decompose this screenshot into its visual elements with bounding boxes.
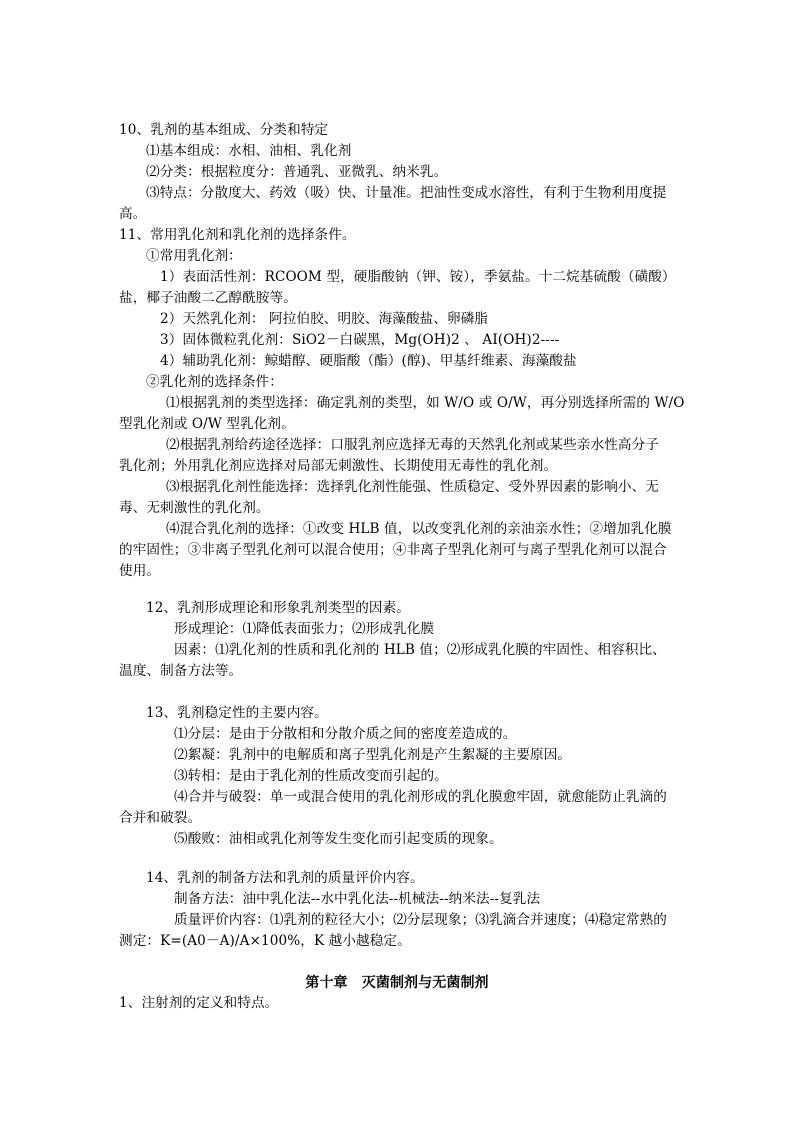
text-line: 1、注射剂的定义和特点。 xyxy=(119,995,279,1011)
text-line: 高。 xyxy=(119,206,147,222)
text-line: 14、乳剂的制备方法和乳剂的质量评价内容。 xyxy=(146,870,424,886)
text-line: ⑶特点：分散度大、药效（吸）快、计量准。把油性变成水溶性，有利于生物利用度提 xyxy=(146,185,667,201)
text-line: 1）表面活性剂：RCOOM 型，硬脂酸钠（钾、铵），季氨盐。十二烷基硫酸（磺酸） xyxy=(160,269,676,285)
text-line: 13、乳剂稳定性的主要内容。 xyxy=(146,705,328,721)
text-line: 因素：⑴乳化剂的性质和乳化剂的 HLB 值；⑵形成乳化膜的牢固性、相容积比、 xyxy=(174,642,666,658)
text-line: 型乳化剂或 O/W 型乳化剂。 xyxy=(119,416,295,432)
text-line: 3）固体微粒乳化剂：SiO2－白碳黑，Mg(OH)2 、 AI(OH)2---- xyxy=(160,332,560,348)
text-line: ⑴基本组成：水相、油相、乳化剂 xyxy=(146,143,352,159)
text-line: 盐，椰子油酸二乙醇酰胺等。 xyxy=(119,290,298,306)
text-line: 质量评价内容：⑴乳剂的粒径大小；⑵分层现象；⑶乳滴合并速度；⑷稳定常熟的 xyxy=(174,912,667,928)
text-line: 毒、无刺激性的乳化剂。 xyxy=(119,500,270,516)
text-line: ⑶转相：是由于乳化剂的性质改变而引起的。 xyxy=(174,768,448,784)
text-line: ⑴根据乳剂的类型选择：确定乳剂的类型，如 W/O 或 O/W，再分别选择所需的 W/O xyxy=(166,395,685,411)
text-line: 乳化剂；外用乳化剂应选择对局部无刺激性、长期使用无毒性的乳化剂。 xyxy=(119,458,558,474)
text-line: 4）辅助乳化剂：鲸蜡醇、硬脂酸（酯）(醇)、甲基纤维素、海藻酸盐 xyxy=(160,353,577,369)
text-line: 温度、制备方法等。 xyxy=(119,663,243,679)
text-line: 10、乳剂的基本组成、分类和特定 xyxy=(119,122,329,138)
text-line: 合并和破裂。 xyxy=(119,810,202,826)
text-line: 2）天然乳化剂： 阿拉伯胶、明胶、海藻酸盐、卵磷脂 xyxy=(160,311,489,327)
text-line: ⑵絮凝：乳剂中的电解质和离子型乳化剂是产生絮凝的主要原因。 xyxy=(174,747,572,763)
text-line: ⑷混合乳化剂的选择：①改变 HLB 值，以改变乳化剂的亲油亲水性；②增加乳化膜 xyxy=(166,521,672,537)
text-line: ①常用乳化剂： xyxy=(146,248,242,264)
text-line: 12、乳剂形成理论和形象乳剂类型的因素。 xyxy=(146,600,410,616)
text-line: ⑸酸败：油相或乳化剂等发生变化而引起变质的现象。 xyxy=(174,831,503,847)
text-line: 制备方法：油中乳化法--水中乳化法--机械法--纳米法--复乳法 xyxy=(174,891,541,907)
text-line: ⑵根据乳剂给药途径选择：口服乳剂应选择无毒的天然乳化剂或某些亲水性高分子 xyxy=(166,437,659,453)
text-line: ⑷合并与破裂：单一或混合使用的乳化剂形成的乳化膜愈牢固，就愈能防止乳滴的 xyxy=(174,789,667,805)
text-line: 使用。 xyxy=(119,563,161,579)
text-line: ⑴分层：是由于分散相和分散介质之间的密度差造成的。 xyxy=(174,726,517,742)
text-line: ②乳化剂的选择条件： xyxy=(146,374,283,390)
text-line: ⑵分类：根据粒度分：普通乳、亚微乳、纳米乳。 xyxy=(146,164,448,180)
chapter-heading: 第十章 灭菌制剂与无菌制剂 xyxy=(305,975,489,991)
text-line: 形成理论：⑴降低表面张力；⑵形成乳化膜 xyxy=(174,621,435,637)
text-line: 的牢固性；③非离子型乳化剂可以混合使用；④非离子型乳化剂可与离子型乳化剂可以混合 xyxy=(119,542,667,558)
text-line: 11、常用乳化剂和乳化剂的选择条件。 xyxy=(119,227,356,243)
text-line: ⑶根据乳化剂性能选择：选择乳化剂性能强、性质稳定、受外界因素的影响小、无 xyxy=(166,479,659,495)
text-line: 测定：K=(A0－A)/A×100%，K 越小越稳定。 xyxy=(119,933,411,949)
